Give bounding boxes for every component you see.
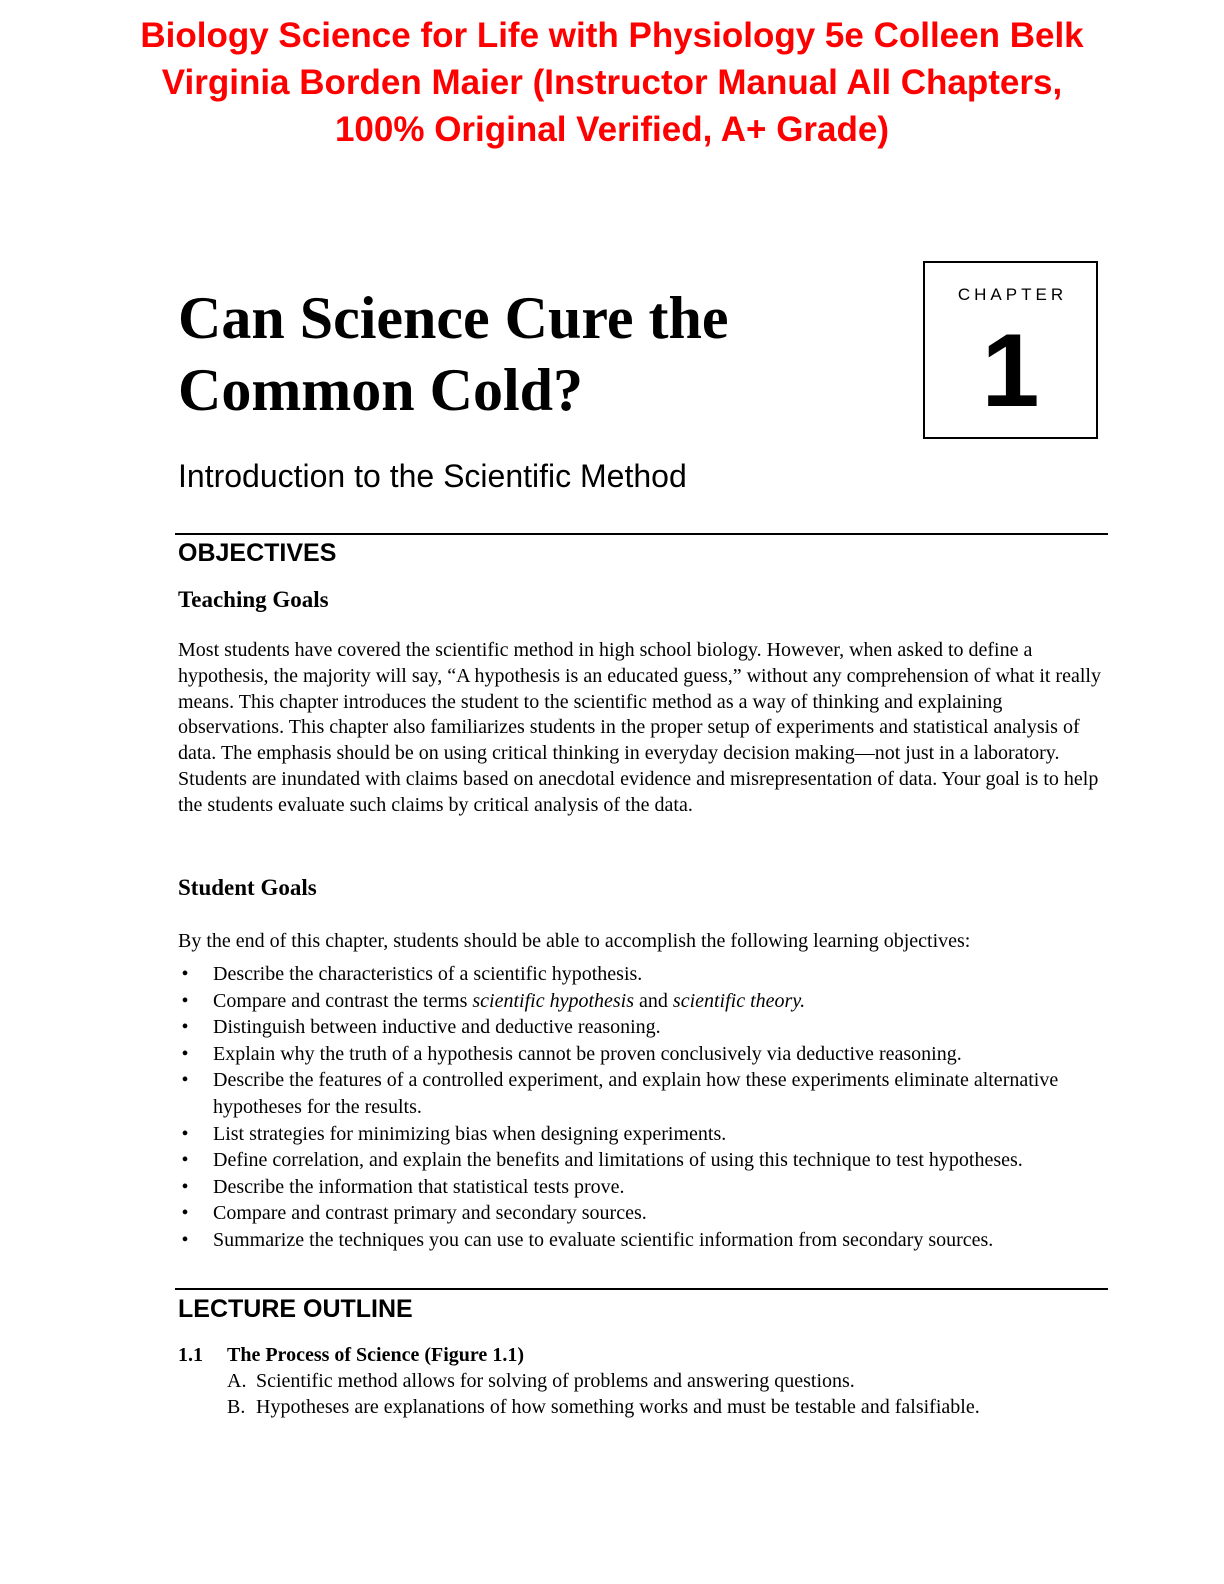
chapter-label: CHAPTER bbox=[957, 285, 1068, 304]
outline-item-letter: B. bbox=[227, 1396, 246, 1418]
term-scientific-hypothesis: scientific hypothesis bbox=[472, 989, 635, 1012]
bullet-icon: • bbox=[181, 1069, 189, 1092]
list-item bbox=[178, 1041, 1106, 1068]
banner-line-3: 100% Original Verified, A+ Grade) bbox=[334, 110, 890, 149]
list-item-text-mid: and bbox=[634, 989, 673, 1012]
list-item bbox=[178, 1067, 1106, 1120]
outline-item bbox=[178, 1394, 1106, 1420]
section-divider bbox=[175, 1288, 1108, 1290]
list-item-text-prefix: Compare and contrast the terms bbox=[213, 989, 473, 1012]
list-item-text: Define correlation, and explain the benefits and limitations of using this technique to test hypotheses. bbox=[213, 1149, 1023, 1172]
list-item-text: Summarize the techniques you can use to evaluate scientific information from secondary sources. bbox=[213, 1228, 994, 1251]
outline-section-number: 1.1 bbox=[178, 1344, 203, 1366]
student-goals-heading: Student Goals bbox=[178, 875, 317, 900]
list-item bbox=[178, 988, 1106, 1015]
list-item-text: Describe the information that statistical tests prove. bbox=[213, 1175, 625, 1198]
document-banner bbox=[0, 12, 1224, 153]
term-scientific-theory: scientific theory bbox=[672, 989, 801, 1012]
list-item bbox=[178, 1014, 1106, 1041]
chapter-subtitle: Introduction to the Scientific Method bbox=[178, 458, 687, 494]
chapter-number: 1 bbox=[981, 313, 1040, 429]
teaching-goals-heading: Teaching Goals bbox=[178, 587, 329, 612]
outline-section-heading bbox=[178, 1342, 1106, 1368]
banner-line-1: Biology Science for Life with Physiology 5e Colleen Belk bbox=[140, 16, 1084, 55]
bullet-icon: • bbox=[181, 1149, 189, 1172]
outline-item bbox=[178, 1368, 1106, 1394]
list-item-text: Distinguish between inductive and deductive reasoning. bbox=[213, 1016, 661, 1039]
list-item bbox=[178, 961, 1106, 988]
lecture-outline bbox=[178, 1342, 1106, 1420]
list-item bbox=[178, 1147, 1106, 1174]
bullet-icon: • bbox=[181, 963, 189, 985]
list-item-text: Explain why the truth of a hypothesis cannot be proven conclusively via deductive reasoning. bbox=[213, 1042, 962, 1065]
outline-item-letter: A. bbox=[227, 1370, 247, 1392]
list-item-text: Compare and contrast primary and secondary sources. bbox=[213, 1202, 647, 1225]
list-item bbox=[178, 1227, 1106, 1254]
banner-line-2: Virginia Borden Maier (Instructor Manual All Chapters, bbox=[161, 63, 1063, 102]
bullet-icon: • bbox=[181, 1202, 189, 1225]
student-goals-intro: By the end of this chapter, students should be able to accomplish the following learning objectives: bbox=[178, 930, 971, 952]
bullet-icon: • bbox=[181, 1016, 189, 1039]
objectives-heading: OBJECTIVES bbox=[178, 539, 337, 567]
outline-section-title: The Process of Science (Figure 1.1) bbox=[227, 1344, 524, 1366]
outline-item-text: Hypotheses are explanations of how something works and must be testable and falsifiable. bbox=[256, 1396, 980, 1418]
bullet-icon: • bbox=[181, 1122, 189, 1145]
bullet-icon: • bbox=[181, 989, 189, 1012]
lecture-outline-heading: LECTURE OUTLINE bbox=[178, 1295, 413, 1323]
list-item-text: Describe the features of a controlled experiment, and explain how these experiments eliminate alternative hypotheses for the results. bbox=[213, 1069, 1059, 1118]
list-item-text: Describe the characteristics of a scientific hypothesis. bbox=[213, 963, 643, 985]
chapter-number-box bbox=[923, 261, 1098, 439]
chapter-title-line-2: Common Cold? bbox=[178, 357, 584, 423]
outline-item-text: Scientific method allows for solving of problems and answering questions. bbox=[256, 1370, 855, 1392]
bullet-icon: • bbox=[181, 1175, 189, 1198]
list-item-text-suffix: . bbox=[800, 989, 806, 1012]
list-item bbox=[178, 1200, 1106, 1227]
list-item bbox=[178, 1174, 1106, 1201]
chapter-title-line-1: Can Science Cure the bbox=[178, 285, 729, 351]
list-item-text: List strategies for minimizing bias when designing experiments. bbox=[213, 1122, 727, 1145]
teaching-goals-paragraph: Most students have covered the scientific method in high school biology. However, when asked to define a hypothesis, the majority will say, “A hypothesis is an educated guess,” without any comprehension of what it really means. This chapter introduces the student to the scientific method as a way of thinking and explaining observations. This chapter also familiarizes students in the proper setup of experiments and statistical analysis of data. The emphasis should be on using critical thinking in everyday decision making—not just in a laboratory. Students are inundated with claims based on anecdotal evidence and misrepresentation of data. Your goal is to help the students evaluate such claims by critical analysis of the data. bbox=[178, 639, 1101, 816]
student-goals-list bbox=[178, 961, 1106, 1254]
section-divider bbox=[175, 533, 1108, 535]
chapter-title bbox=[178, 282, 878, 426]
bullet-icon: • bbox=[181, 1228, 189, 1251]
bullet-icon: • bbox=[181, 1042, 189, 1065]
list-item bbox=[178, 1121, 1106, 1148]
